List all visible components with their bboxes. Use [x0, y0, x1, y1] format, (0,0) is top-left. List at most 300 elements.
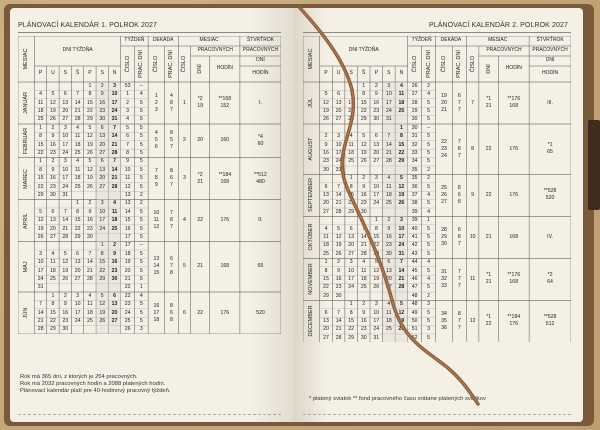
- day-cell: 6: [374, 133, 378, 140]
- week-workdays: 5: [139, 225, 143, 232]
- week-workdays: 2: [139, 200, 143, 207]
- day-cell: 10: [37, 259, 44, 266]
- day-cell: 1: [349, 175, 353, 182]
- day-cell: 18: [385, 318, 392, 324]
- decade-number: 35: [441, 317, 447, 324]
- day-cell: 15: [74, 217, 81, 224]
- day-cell: 18: [348, 150, 355, 156]
- day-cell: 17: [335, 150, 342, 156]
- day-cell: 12: [62, 259, 69, 266]
- week-workdays: 5: [427, 267, 431, 274]
- decade-workdays: 8: [169, 316, 173, 323]
- day-cell: 14: [348, 99, 355, 106]
- month-number: 6: [182, 309, 186, 316]
- day-cell: 29: [50, 326, 56, 333]
- decade-number: 4: [154, 130, 158, 137]
- month-hours: 176: [220, 217, 230, 224]
- month-label-5: JÚN: [23, 307, 30, 319]
- col-days-header: DNI TÝŽDŇA: [348, 47, 379, 53]
- day-cell: 20: [335, 108, 342, 114]
- day-cell: 14: [335, 192, 342, 198]
- day-cell: 13: [385, 267, 392, 274]
- day-cell: 11: [37, 99, 44, 106]
- day-cell: 5: [51, 91, 55, 98]
- day-cell: 16: [373, 99, 380, 106]
- day-cell: 25: [111, 225, 118, 232]
- day-cell: 19: [398, 318, 405, 324]
- day-cell: 30: [87, 234, 93, 240]
- week-number: 8: [126, 150, 130, 156]
- day-cell: 4: [362, 259, 366, 266]
- week-number: 32: [411, 141, 418, 148]
- month-days: *1: [486, 96, 492, 102]
- week-workdays: 5: [139, 309, 143, 316]
- week-workdays: 1: [427, 217, 431, 224]
- day-cell: 18: [50, 267, 56, 274]
- day-cell: 22: [50, 318, 56, 324]
- day-cell: 8: [88, 91, 92, 98]
- week-number: 17: [124, 242, 131, 249]
- week-workdays: 3: [427, 301, 431, 308]
- month-number: 7: [471, 99, 475, 106]
- day-cell: 2: [362, 301, 366, 308]
- day-cell: 14: [385, 141, 392, 148]
- week-workdays: 5: [139, 208, 143, 215]
- day-cell: 23: [50, 150, 56, 156]
- day-cell: 27: [50, 234, 56, 240]
- day-cell: 16: [385, 234, 392, 240]
- day-cell: 2: [100, 82, 104, 89]
- day-cell: 15: [37, 175, 44, 182]
- day-cell: 5: [100, 292, 104, 299]
- day-cell: 2: [113, 242, 117, 249]
- day-cell: 26: [398, 200, 405, 207]
- day-cell: 14: [111, 133, 118, 140]
- month-hours: 176: [509, 145, 519, 152]
- week-workdays: 2: [427, 175, 431, 182]
- day-cell: 19: [398, 192, 405, 198]
- day-cell: 22: [74, 225, 81, 232]
- week-workdays: 5: [427, 250, 431, 257]
- decade-workdays: 7: [169, 263, 173, 270]
- week-number: 40: [411, 225, 418, 232]
- day-cell: 13: [111, 301, 118, 308]
- day-cell: 7: [113, 124, 117, 131]
- week-workdays: 5: [139, 259, 143, 266]
- day-cell: 27: [74, 276, 81, 282]
- day-cell: 3: [374, 301, 378, 308]
- day-cell: 10: [373, 309, 380, 316]
- decade-number: 13: [153, 256, 160, 263]
- day-cell: 31: [62, 192, 69, 198]
- day-cell: 13: [99, 133, 106, 140]
- week-number: 39: [411, 217, 418, 224]
- quarter-hours-header: HODÍN: [542, 70, 559, 76]
- week-workdays: 5: [427, 284, 431, 291]
- day-header-1: U: [336, 70, 341, 76]
- week-number: 6: [126, 133, 130, 140]
- decade-workdays: 8: [457, 233, 461, 240]
- month-label-4: NOVEMBER: [308, 263, 315, 296]
- day-cell: 10: [74, 301, 81, 308]
- left-calendar-table: [18, 36, 281, 334]
- month-days-header: DNÍ: [197, 64, 204, 74]
- month-label-1: FEBRUÁR: [23, 127, 30, 154]
- day-cell: 21: [348, 108, 355, 114]
- week-workdays: –: [139, 82, 143, 89]
- day-cell: 13: [99, 166, 106, 173]
- day-cell: 26: [62, 276, 69, 282]
- day-cell: 26: [50, 116, 56, 123]
- day-cell: 4: [113, 200, 117, 207]
- day-cell: 24: [398, 242, 405, 249]
- decade-workdays: 7: [457, 106, 461, 113]
- col-month-header: MESIAC: [488, 37, 508, 43]
- day-cell: 10: [373, 183, 380, 190]
- day-cell: 30: [50, 192, 56, 198]
- week-number: 44: [411, 259, 418, 266]
- day-cell: 24: [373, 326, 380, 333]
- week-number: 18: [124, 250, 131, 257]
- decade-workdays: 6: [457, 226, 461, 233]
- day-cell: 9: [324, 141, 328, 148]
- day-cell: 25: [74, 183, 81, 190]
- day-cell: 22: [99, 267, 106, 274]
- day-cell: 4: [387, 175, 391, 182]
- month-days: 22: [197, 309, 204, 316]
- day-cell: 23: [360, 200, 367, 207]
- day-cell: 15: [373, 234, 380, 240]
- decade-number: 24: [441, 152, 447, 159]
- week-number: 42: [411, 242, 418, 249]
- day-cell: 6: [100, 158, 104, 165]
- week-number: 27: [411, 91, 418, 98]
- day-cell: 12: [360, 141, 367, 148]
- day-cell: 2: [387, 217, 391, 224]
- decade-workdays-header: PRAC. DNÍ: [456, 50, 463, 78]
- day-cell: 14: [37, 309, 44, 316]
- day-cell: 27: [99, 150, 106, 156]
- decade-number: 2: [154, 99, 158, 106]
- decade-number: 29: [441, 233, 447, 240]
- day-cell: 11: [348, 141, 354, 148]
- day-cell: 2: [362, 175, 366, 182]
- col-quarter-header: ŠTVRŤROK: [536, 37, 564, 43]
- decade-workdays-header: PRAC. DNÍ: [168, 50, 175, 78]
- day-cell: 13: [348, 234, 355, 240]
- decade-number: 10: [153, 210, 160, 217]
- day-cell: 2: [374, 82, 378, 89]
- day-cell: 1: [51, 292, 55, 299]
- month-number-header: ČÍSLO: [181, 55, 188, 73]
- day-cell: 20: [385, 276, 392, 282]
- day-cell: 9: [88, 208, 92, 215]
- month-number: 12: [469, 317, 476, 324]
- decade-workdays: 6: [457, 92, 461, 99]
- day-cell: 21: [111, 141, 118, 148]
- day-cell: 6: [63, 91, 67, 98]
- month-number: 4: [182, 217, 186, 224]
- day-cell: 1: [362, 82, 366, 89]
- day-header-0: P: [38, 70, 43, 76]
- day-cell: 11: [111, 208, 118, 215]
- decade-workdays: 7: [169, 224, 173, 231]
- quarter-value: 512: [545, 321, 555, 328]
- day-header-6: N: [112, 70, 117, 76]
- decade-workdays: 8: [169, 168, 173, 175]
- month-hours-header: HODÍN: [505, 65, 522, 71]
- day-cell: 17: [398, 234, 405, 240]
- day-cell: 7: [362, 225, 366, 232]
- day-cell: 5: [362, 133, 366, 140]
- day-cell: 20: [99, 175, 106, 182]
- day-cell: 12: [50, 99, 56, 106]
- day-cell: 15: [348, 318, 355, 324]
- week-number: 34: [411, 158, 418, 165]
- day-cell: 25: [74, 150, 81, 156]
- week-number: 7: [126, 141, 130, 148]
- quarter-value: **512: [254, 171, 267, 178]
- day-cell: 10: [62, 133, 69, 140]
- day-header-3: Š: [75, 70, 80, 76]
- week-workdays: 5: [139, 108, 143, 114]
- day-cell: 24: [99, 225, 106, 232]
- day-cell: 8: [51, 301, 55, 308]
- day-cell: 17: [62, 175, 69, 182]
- week-number: 30: [411, 124, 418, 131]
- day-cell: 25: [385, 200, 392, 207]
- day-cell: 27: [99, 183, 106, 190]
- week-number: 36: [411, 183, 418, 190]
- month-number: 3: [182, 175, 186, 182]
- quarter-value: 520: [545, 195, 555, 202]
- decade-workdays: 7: [169, 210, 173, 217]
- left-bottom-dashes: [18, 414, 281, 415]
- day-cell: 13: [62, 99, 69, 106]
- day-cell: 5: [374, 259, 378, 266]
- day-cell: 6: [100, 124, 104, 131]
- day-cell: 5: [337, 225, 341, 232]
- right-page-title: PLÁNOVACÍ KALENDÁR 2. POLROK 2027: [429, 22, 568, 29]
- day-cell: 1: [100, 242, 104, 249]
- week-number: 11: [124, 175, 131, 182]
- week-number: 22: [124, 284, 131, 291]
- week-workdays-header: PRAC. DNÍ: [138, 50, 145, 78]
- month-number: 11: [469, 275, 476, 282]
- day-cell: 12: [87, 166, 93, 173]
- day-cell: 31: [385, 116, 392, 123]
- day-cell: 2: [51, 158, 55, 165]
- month-days: 22: [197, 217, 204, 224]
- day-cell: 24: [373, 200, 380, 207]
- day-cell: 1: [39, 158, 43, 165]
- week-workdays: 4: [139, 292, 143, 299]
- day-cell: 29: [360, 116, 367, 123]
- day-cell: 28: [335, 208, 342, 215]
- left-page-title: PLÁNOVACÍ KALENDÁR 1. POLROK 2027: [18, 22, 157, 29]
- day-cell: 8: [324, 267, 328, 274]
- day-cell: 10: [111, 91, 118, 98]
- month-label-5: DECEMBER: [308, 305, 315, 337]
- week-workdays: 5: [139, 133, 143, 140]
- day-cell: 23: [50, 183, 56, 190]
- month-label-2: MAREC: [23, 168, 30, 189]
- day-cell: 21: [111, 175, 118, 182]
- day-header-5: S: [387, 70, 391, 76]
- week-workdays: 1: [139, 284, 143, 291]
- day-cell: 28: [348, 116, 355, 123]
- day-cell: 14: [87, 259, 93, 266]
- month-days: *1: [486, 314, 492, 321]
- decade-workdays: 5: [169, 137, 173, 144]
- left-title-rule: [18, 32, 281, 33]
- month-workings-header: PRACOVNÝCH: [486, 47, 522, 53]
- day-cell: 6: [76, 250, 80, 257]
- day-cell: 30: [111, 276, 118, 282]
- week-number: 15: [124, 217, 131, 224]
- quarter-value: 60: [257, 140, 264, 147]
- day-cell: 1: [324, 259, 328, 266]
- week-workdays: 5: [427, 150, 431, 156]
- month-label-1: AUGUST: [308, 137, 315, 161]
- month-hours: 176: [509, 321, 519, 328]
- decade-workdays: 7: [457, 99, 461, 106]
- day-cell: 27: [348, 250, 355, 257]
- day-cell: 15: [99, 259, 106, 266]
- week-workdays: 4: [427, 259, 431, 266]
- decade-number: 25: [441, 184, 447, 191]
- quarter-workings-header: PRACOVNÝCH: [532, 47, 568, 53]
- week-number: 48: [411, 292, 418, 299]
- day-cell: 27: [373, 158, 380, 165]
- day-cell: 27: [62, 116, 69, 123]
- day-cell: 15: [87, 99, 93, 106]
- day-cell: 10: [62, 166, 69, 173]
- week-number: 47: [411, 284, 418, 291]
- month-days-header: DNÍ: [485, 64, 492, 74]
- day-cell: 30: [360, 334, 367, 341]
- day-cell: 3: [349, 259, 353, 266]
- decade-number: 22: [441, 138, 447, 145]
- day-cell: 30: [62, 326, 69, 333]
- day-cell: 15: [348, 192, 355, 198]
- decade-number: 21: [441, 106, 447, 113]
- quarter-value: 480: [256, 178, 265, 185]
- day-cell: 20: [323, 200, 329, 207]
- month-label-0: JANUÁR: [23, 92, 30, 115]
- day-cell: 16: [62, 309, 69, 316]
- day-cell: 9: [362, 183, 366, 190]
- week-number: 39: [411, 208, 418, 215]
- decade-workdays: 4: [169, 92, 173, 99]
- day-cell: 28: [87, 276, 93, 282]
- week-number: 45: [411, 267, 418, 274]
- day-cell: 31: [373, 334, 380, 341]
- week-number: 26: [124, 326, 131, 333]
- right-calendar-table: [303, 36, 571, 342]
- week-workdays: –: [139, 242, 143, 249]
- col-week-header: TÝŽDEŇ: [411, 37, 432, 43]
- day-cell: 24: [335, 158, 342, 165]
- day-cell: 23: [360, 326, 367, 333]
- week-workdays: 5: [139, 116, 143, 123]
- day-cell: 18: [385, 192, 392, 198]
- decade-number: 20: [441, 99, 447, 106]
- day-cell: 9: [63, 301, 67, 308]
- decade-workdays: 6: [457, 191, 461, 198]
- decade-workdays: 6: [169, 256, 173, 263]
- day-cell: 15: [360, 99, 367, 106]
- day-cell: 7: [337, 183, 341, 190]
- decade-workdays: 8: [169, 270, 173, 277]
- month-number: 9: [471, 191, 475, 198]
- day-cell: 28: [62, 234, 69, 240]
- day-cell: 26: [99, 318, 106, 324]
- day-cell: 24: [62, 150, 69, 156]
- day-cell: 6: [324, 183, 328, 190]
- day-cell: 4: [39, 91, 43, 98]
- quarter-value: **528: [543, 314, 557, 321]
- week-workdays: 5: [427, 234, 431, 240]
- quarter-value: **528: [543, 188, 557, 195]
- decade-number: 30: [441, 240, 447, 247]
- day-cell: 30: [99, 116, 106, 123]
- day-cell: 30: [385, 250, 392, 257]
- day-cell: 28: [398, 284, 405, 291]
- week-workdays: –: [427, 124, 431, 131]
- month-hours: 176: [220, 309, 230, 316]
- day-cell: 14: [111, 166, 118, 173]
- day-cell: 13: [323, 192, 329, 198]
- day-cell: 19: [37, 225, 44, 232]
- day-cell: 7: [349, 91, 353, 98]
- right-title-rule: [303, 32, 571, 33]
- day-cell: 19: [62, 267, 69, 274]
- day-cell: 5: [399, 175, 403, 182]
- day-cell: 29: [74, 234, 81, 240]
- decade-workdays: 7: [457, 152, 461, 159]
- week-number: 37: [411, 192, 418, 198]
- day-cell: 17: [348, 276, 355, 282]
- day-cell: 20: [99, 141, 106, 148]
- day-cell: 2: [88, 200, 92, 207]
- month-days: 21: [485, 279, 492, 286]
- week-workdays: 5: [139, 250, 143, 257]
- quarter-days-header: DNÍ: [545, 57, 555, 63]
- week-workdays: 4: [427, 208, 431, 215]
- day-cell: 3: [374, 175, 378, 182]
- day-cell: 1: [399, 124, 403, 131]
- col-decade-header: DEKÁDA: [152, 37, 174, 43]
- day-cell: 12: [87, 133, 93, 140]
- month-hours: 160: [220, 137, 230, 144]
- day-cell: 3: [39, 250, 43, 257]
- day-cell: 29: [323, 292, 329, 299]
- month-hours: **176: [507, 96, 521, 102]
- week-number: 33: [411, 150, 418, 156]
- day-cell: 27: [111, 318, 118, 324]
- left-notes: [20, 374, 280, 396]
- day-cell: 3: [337, 133, 341, 140]
- decade-number: 36: [441, 324, 447, 331]
- quarter-value: 520: [256, 309, 265, 316]
- day-cell: 5: [399, 301, 403, 308]
- day-cell: 23: [62, 318, 69, 324]
- month-hours: 168: [509, 103, 519, 109]
- day-cell: 15: [37, 141, 44, 148]
- day-cell: 5: [88, 124, 92, 131]
- week-workdays: 5: [139, 301, 143, 308]
